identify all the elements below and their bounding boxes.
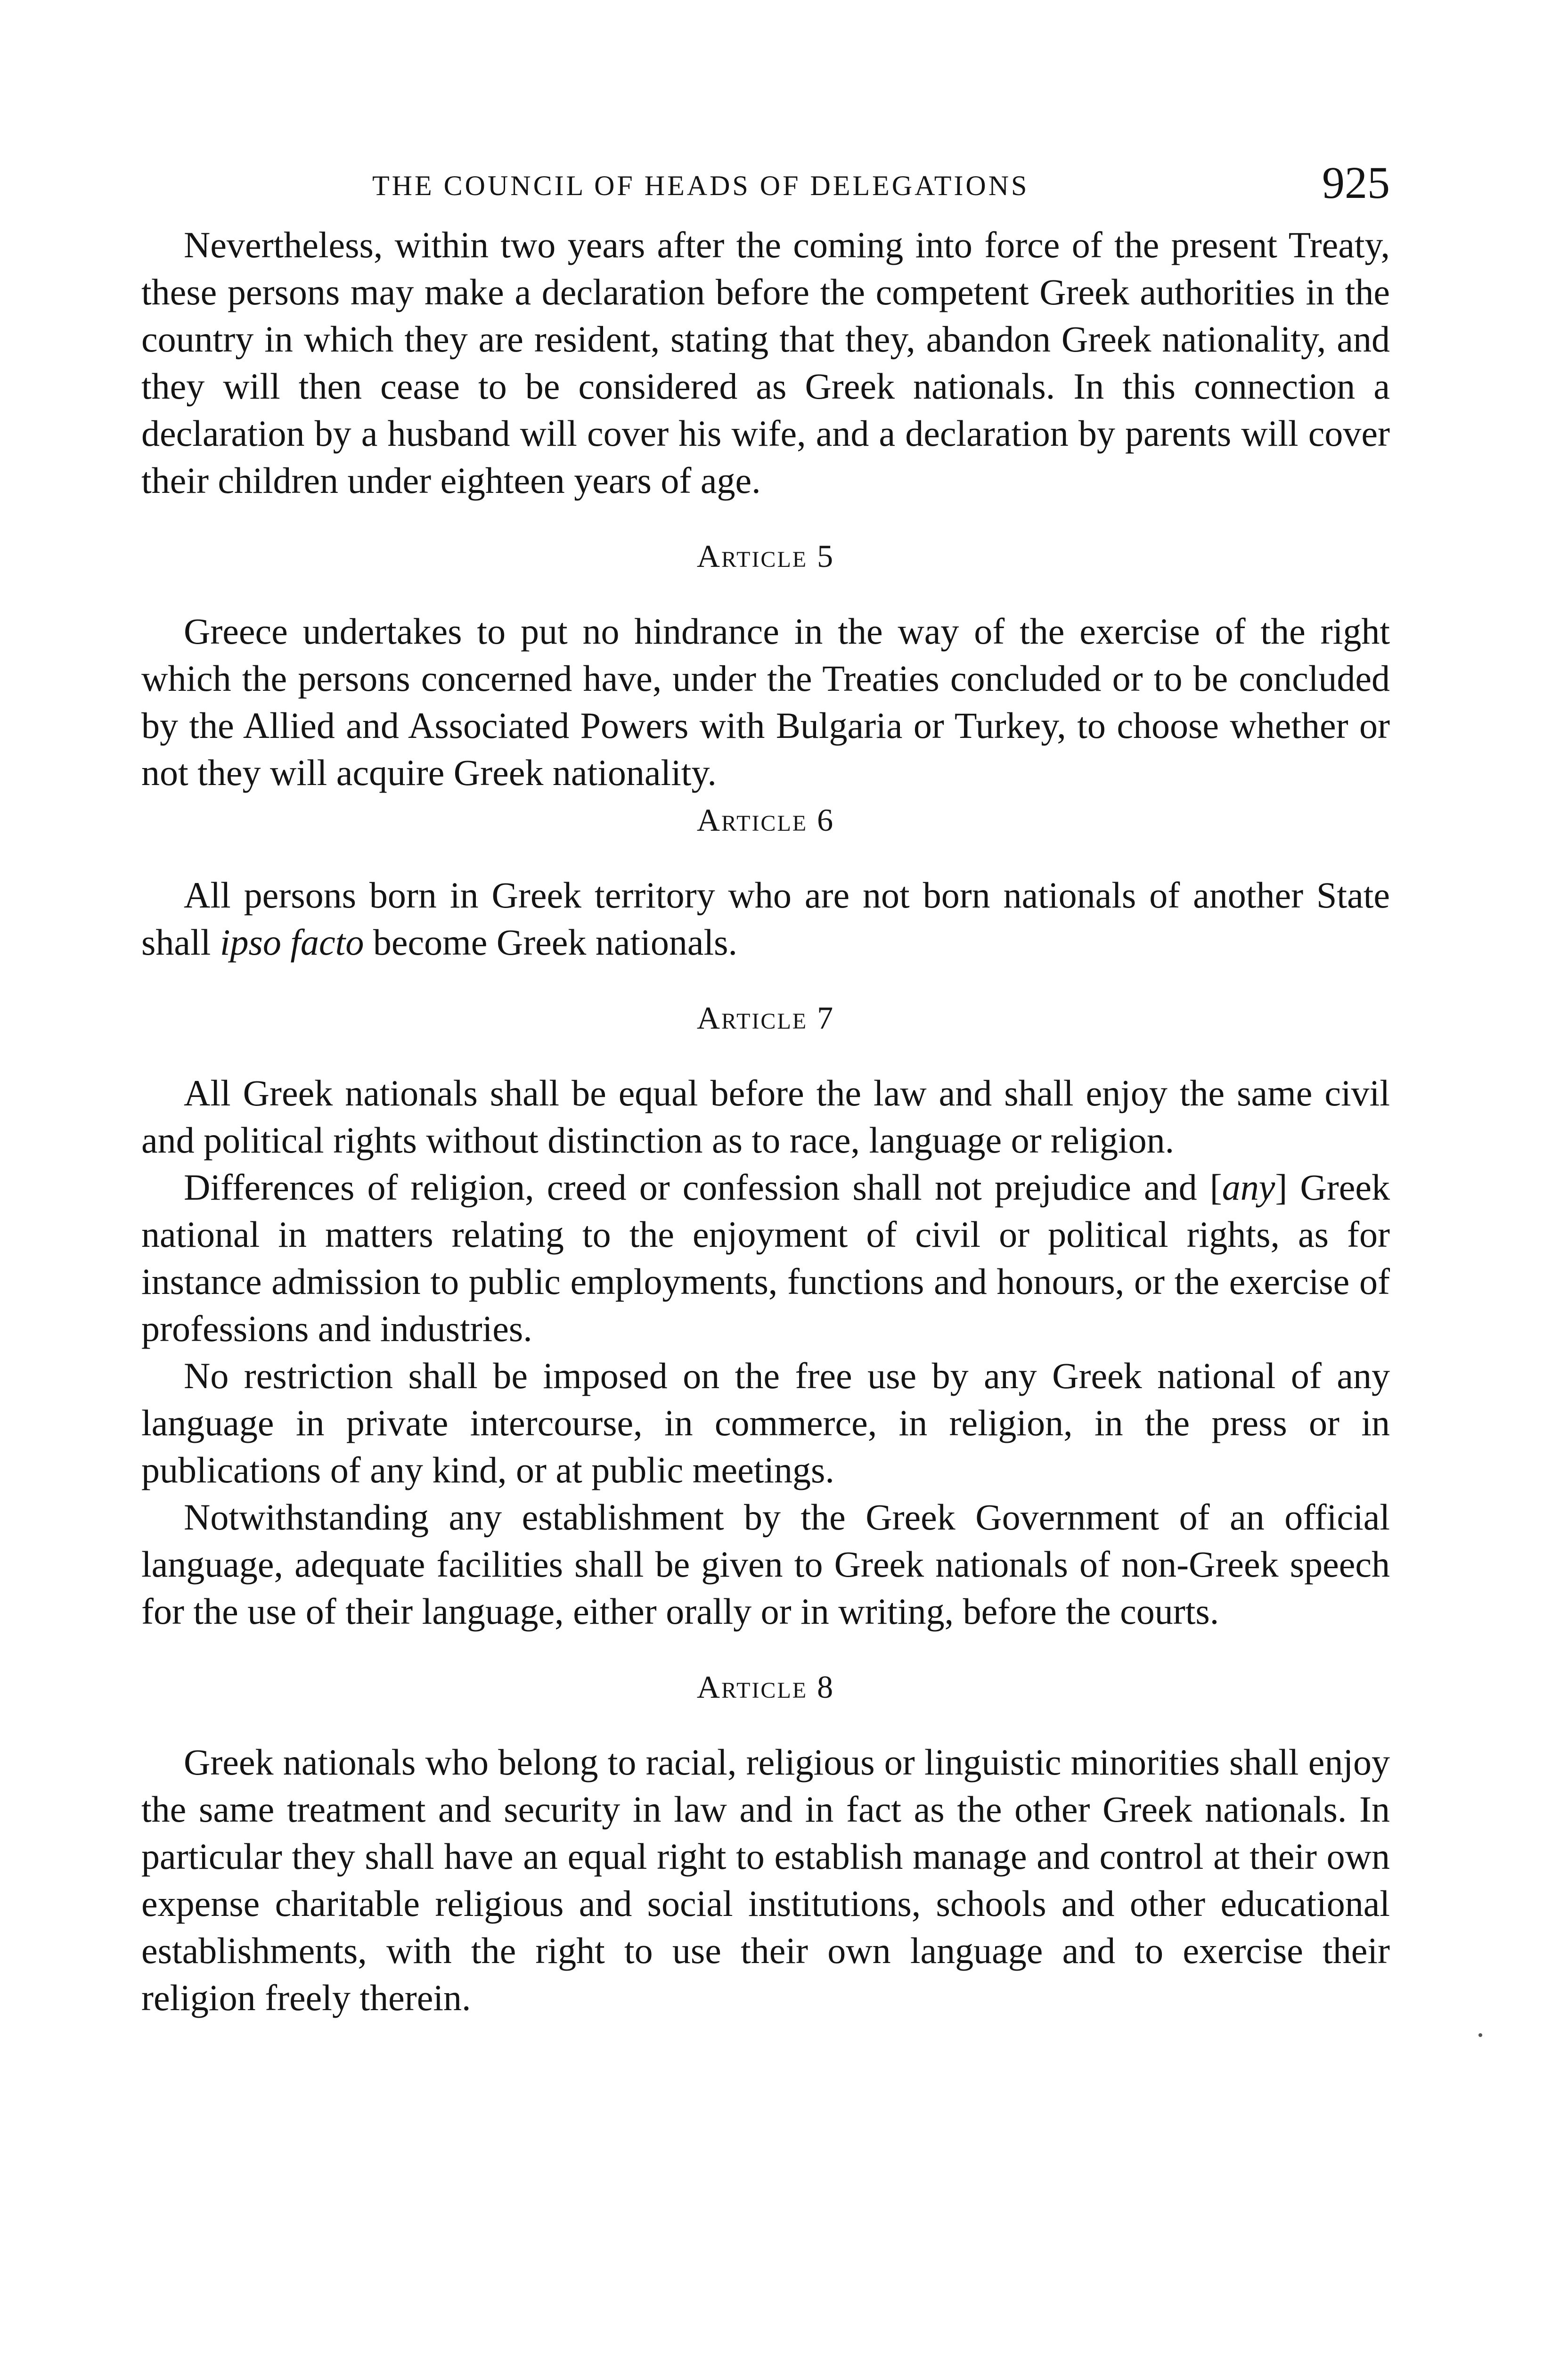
- article-6-italic-ipso-facto: ipso facto: [220, 922, 364, 963]
- scan-speck: [1478, 2033, 1482, 2037]
- article-7-heading-text: Article 7: [696, 1000, 835, 1036]
- article-5-heading: [141, 532, 1390, 580]
- article-6-heading-text: Article 6: [696, 802, 835, 838]
- article-8-paragraph: Greek nationals who belong to racial, religious or linguistic minorities shall enjoy the same treatment and security in law and in fact as the other Greek nationals. In particular they shall have an equal right to establish manage and control at their own expense charitable religious and social institutions, schools and other educational establishments, with the right to use their own language and to exercise their religion freely therein.: [141, 1742, 1390, 2018]
- article-7-paragraph-3: No restriction shall be imposed on the free use by any Greek national of any language in private intercourse, in commerce, in religion, in the press or in publications of any kind, or at public meetings.: [141, 1355, 1390, 1490]
- article-8-heading: [141, 1663, 1390, 1710]
- article-7-p2-after: ] Greek national in matters relating to the enjoyment of civil or political rights, as for instance admission to public employments, functions and honours, or the exercise of professions and industries.: [141, 1167, 1390, 1349]
- article-7-paragraph-2: [141, 1164, 1390, 1352]
- article-6-text-after: become Greek nationals.: [364, 922, 738, 963]
- article-7-heading: [141, 994, 1390, 1041]
- running-title: THE COUNCIL OF HEADS OF DELEGATIONS: [372, 170, 1029, 201]
- article-7-p2-italic-any: any: [1222, 1167, 1275, 1208]
- article-6-paragraph: [141, 872, 1390, 966]
- article-6-heading: [141, 796, 1390, 843]
- page-number: 925: [1322, 157, 1390, 208]
- document-page: [141, 157, 1390, 2021]
- article-7-paragraph-4: Notwithstanding any establishment by the Greek Government of an official language, adequate facilities shall be given to Greek nationals of non-Greek speech for the use of their language, either orally or in writing, before the courts.: [141, 1497, 1390, 1632]
- article-6-text-before: All persons born in Greek territory who are not born nationals of another State shall: [141, 875, 1390, 963]
- running-head: [141, 157, 1390, 221]
- article-7-p2-before: Differences of religion, creed or confession shall not prejudice and [: [184, 1167, 1222, 1208]
- article-8-heading-text: Article 8: [696, 1669, 835, 1705]
- article-5-paragraph: Greece undertakes to put no hindrance in the way of the exercise of the right which the persons concerned have, under the Treaties concluded or to be concluded by the Allied and Associated Powers with Bulgaria or Turkey, to choose whether or not they will acquire Greek nationality.: [141, 611, 1390, 793]
- article-5-heading-text: Article 5: [696, 538, 835, 574]
- article-7-paragraph-1: All Greek nationals shall be equal before the law and shall enjoy the same civil and political rights without distinction as to race, language or religion.: [141, 1072, 1390, 1161]
- paragraph-nevertheless: Nevertheless, within two years after the coming into force of the present Treaty, these persons may make a declaration before the competent Greek authorities in the country in which they are resident, stating that they, abandon Greek nationality, and they will then cease to be considered as Greek nationals. In this connection a declaration by a husband will cover his wife, and a declaration by parents will cover their children under eighteen years of age.: [141, 224, 1390, 501]
